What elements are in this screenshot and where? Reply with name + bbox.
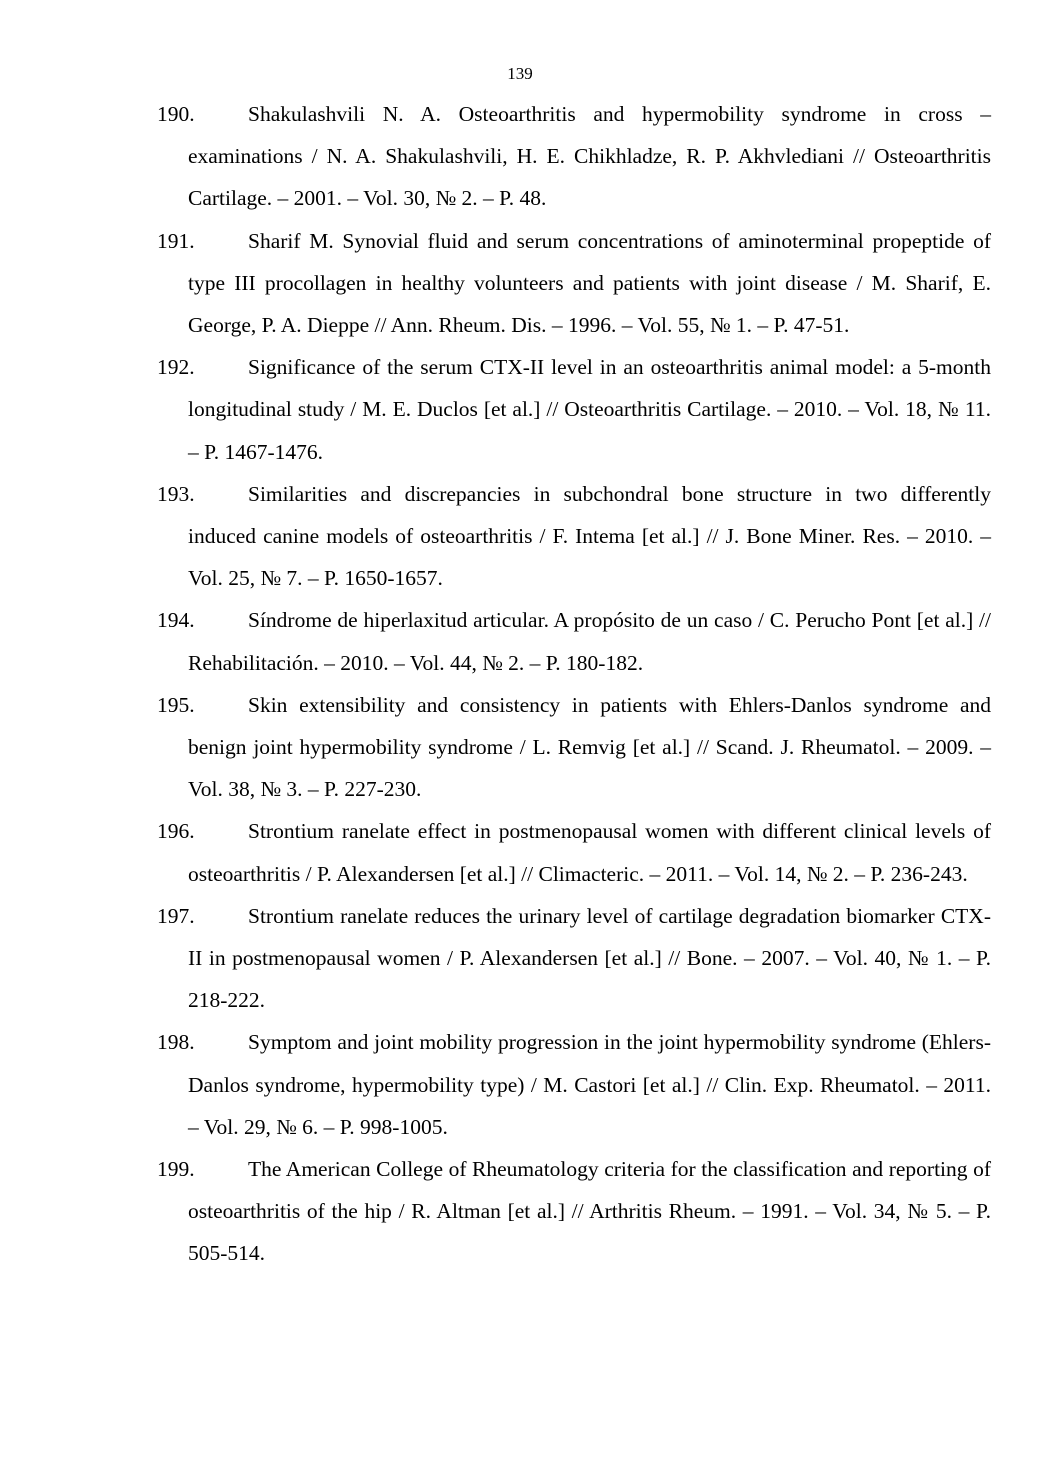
reference-number: 196. [157, 819, 195, 844]
reference-text: Shakulashvili N. A. Osteoarthritis and hypermobility syndrome in cross – examinations / N. A. Shakulashvili, H. E. Chikhladze, R. P. Akhvlediani // Osteoarthritis Cartilage. – 2001. – Vol. 30, № 2. – P. 48. [188, 102, 991, 211]
reference-number: 191. [157, 228, 195, 253]
reference-text: The American College of Rheumatology criteria for the classification and reporting of osteoarthritis of the hip / R. Altman [et al.] // Arthritis Rheum. – 1991. – Vol. 34, № 5. – P. 505-514. [188, 1157, 991, 1266]
reference-number: 194. [157, 608, 195, 633]
reference-text: Strontium ranelate reduces the urinary level of cartilage degradation biomarker CTX-II in postmenopausal women / P. Alexandersen [et al.] // Bone. – 2007. – Vol. 40, № 1. – P. 218-222. [188, 903, 991, 1013]
reference-number: 193. [157, 481, 195, 506]
reference-text: Similarities and discrepancies in subchondral bone structure in two differently induced canine models of osteoarthritis / F. Intema [et al.] // J. Bone Miner. Res. – 2010. – Vol. 25, № 7. – P. 1650-1657. [188, 481, 991, 591]
reference-text: Strontium ranelate effect in postmenopausal women with different clinical levels of osteoarthritis / P. Alexandersen [et al.] // Climacteric. – 2011. – Vol. 14, № 2. – P. 236-243. [188, 819, 991, 886]
reference-list [157, 93, 991, 1275]
reference-number: 198. [157, 1030, 195, 1055]
reference-item [157, 1148, 991, 1275]
reference-item [157, 684, 991, 811]
reference-number: 197. [157, 903, 195, 928]
reference-number: 195. [157, 692, 195, 717]
reference-item [157, 220, 991, 347]
reference-item [157, 895, 991, 1022]
reference-item [157, 346, 991, 473]
reference-text: Symptom and joint mobility progression in the joint hypermobility syndrome (Ehlers-Danlos syndrome, hypermobility type) / M. Castori [et al.] // Clin. Exp. Rheumatol. – 2011. – Vol. 29, № 6. – P. 998-1005. [188, 1030, 991, 1139]
reference-item [157, 473, 991, 600]
reference-item [157, 93, 991, 220]
reference-text: Skin extensibility and consistency in patients with Ehlers-Danlos syndrome and benign joint hypermobility syndrome / L. Remvig [et al.] // Scand. J. Rheumatol. – 2009. – Vol. 38, № 3. – P. 227-230. [188, 692, 991, 802]
reference-item [157, 810, 991, 894]
page-number: 139 [507, 64, 533, 83]
reference-number: 190. [157, 102, 195, 126]
reference-text: Sharif M. Synovial fluid and serum concentrations of aminoterminal propeptide of type III procollagen in healthy volunteers and patients with joint disease / M. Sharif, E. George, P. A. Dieppe // Ann. Rheum. Dis. – 1996. – Vol. 55, № 1. – P. 47-51. [188, 228, 991, 338]
reference-text: Síndrome de hiperlaxitud articular. A propósito de un caso / C. Perucho Pont [et al.] // Rehabilitación. – 2010. – Vol. 44, № 2. – P. 180-182. [188, 608, 991, 675]
reference-text: Significance of the serum CTX-II level in an osteoarthritis animal model: a 5-month longitudinal study / M. E. Duclos [et al.] // Osteoarthritis Cartilage. – 2010. – Vol. 18, № 11. – P. 1467-1476. [188, 355, 991, 464]
reference-number: 192. [157, 355, 195, 380]
reference-number: 199. [157, 1157, 195, 1182]
reference-item [157, 1021, 991, 1148]
reference-item [157, 599, 991, 683]
